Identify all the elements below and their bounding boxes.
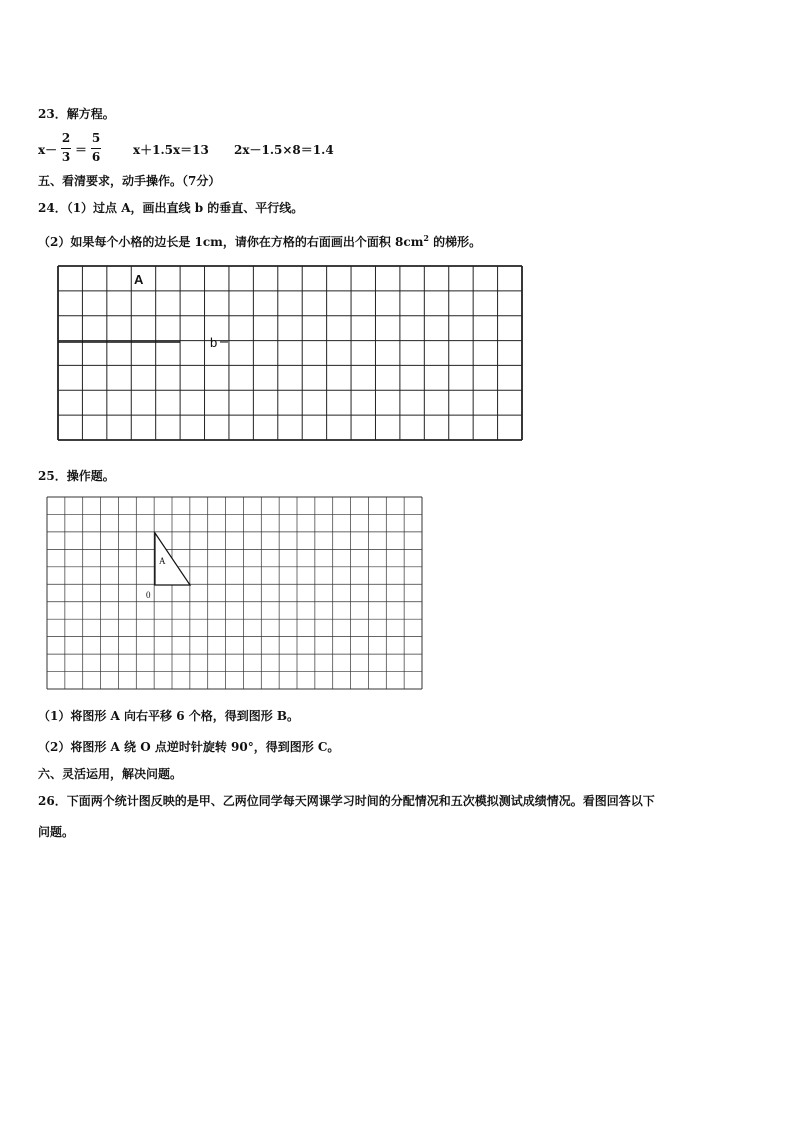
q26-line2: 问题。: [38, 825, 75, 839]
q24-part1: 24．（1）过点 A，画出直线 b 的垂直、平行线。: [38, 201, 304, 215]
q26-line1: 26．下面两个统计图反映的是甲、乙两位同学每天网课学习时间的分配情况和五次模拟测试成绩情况。看图回答以下: [38, 794, 655, 808]
q25-title: 25．操作题。: [38, 469, 115, 483]
eq1-denominator-1: 3: [61, 150, 71, 164]
eq1-denominator-2: 6: [91, 150, 101, 164]
equation-2: x＋1.5x＝13: [133, 143, 209, 157]
q23-title: 23．解方程。: [38, 107, 115, 121]
equation-3: 2x－1.5×8＝1.4: [234, 143, 334, 157]
triangle-a-label: A: [159, 556, 166, 566]
section-5-heading: 五、看清要求，动手操作。（7分）: [38, 174, 221, 188]
eq1-numerator-1: 2: [61, 131, 71, 145]
eq1-numerator-2: 5: [91, 131, 101, 145]
q24-part2-text-end: 的梯形。: [429, 235, 482, 249]
point-a-label: A: [134, 272, 144, 287]
eq1-prefix: x－: [38, 143, 58, 157]
q24-grid[interactable]: [58, 266, 522, 440]
q24-part2-text: （2）如果每个小格的边长是 1cm，请你在方格的右面画出个面积 8cm: [38, 235, 424, 249]
eq1-equals: ＝: [75, 143, 88, 157]
section-6-heading: 六、灵活运用，解决问题。: [38, 767, 183, 781]
q25-grid[interactable]: [47, 497, 422, 689]
line-b-label: b: [210, 335, 218, 350]
q24-part2-superscript: 2: [423, 233, 429, 243]
point-o-label: 0: [146, 590, 151, 600]
q25-part2: （2）将图形 A 绕 O 点逆时针旋转 90°，得到图形 C。: [38, 740, 340, 754]
q25-part1: （1）将图形 A 向右平移 6 个格，得到图形 B。: [38, 709, 300, 723]
